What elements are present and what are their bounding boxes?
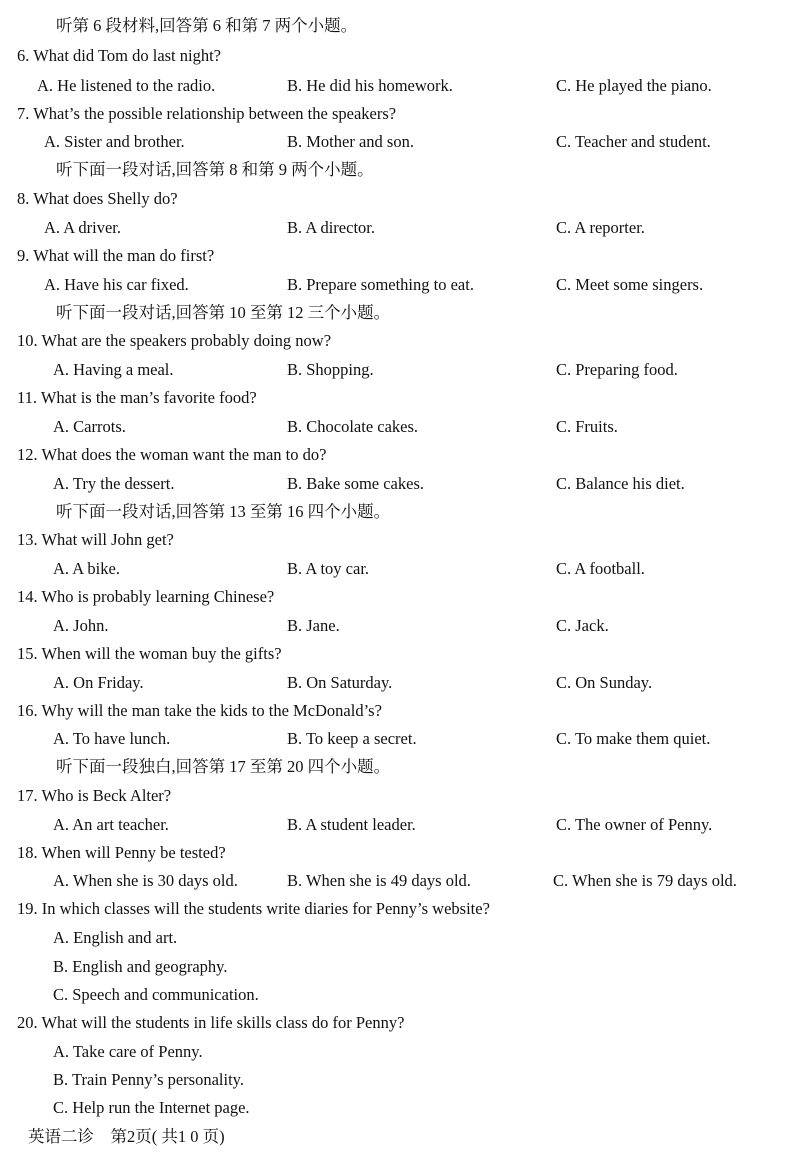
q13-option-c: C. A football. [556,559,645,578]
q9-option-c: C. Meet some singers. [556,275,704,294]
question-16: 16. Why will the man take the kids to the McDonald’s? [17,701,382,720]
question-11: 11. What is the man’s favorite food? [17,388,257,407]
question-10: 10. What are the speakers probably doing now? [17,331,332,350]
q18-option-c: C. When she is 79 days old. [553,871,737,890]
question-20: 20. What will the students in life skills class do for Penny? [17,1013,405,1032]
q17-option-a: A. An art teacher. [53,815,169,834]
q9-option-b: B. Prepare something to eat. [287,275,474,294]
q10-option-c: C. Preparing food. [556,360,678,379]
question-9: 9. What will the man do first? [17,246,215,265]
q11-option-b: B. Chocolate cakes. [287,417,419,436]
question-6: 6. What did Tom do last night? [17,46,222,65]
q7-option-c: C. Teacher and student. [556,132,711,151]
q18-option-b: B. When she is 49 days old. [287,871,471,890]
q13-option-b: B. A toy car. [287,559,370,578]
q15-option-b: B. On Saturday. [287,673,393,692]
q14-option-a: A. John. [53,616,109,635]
section-instruction: 听下面一段对话,回答第 10 至第 12 三个小题。 [56,303,391,322]
question-17: 17. Who is Beck Alter? [17,786,172,805]
q6-option-c: C. He played the piano. [556,76,712,95]
q11-option-a: A. Carrots. [53,417,126,436]
q10-option-a: A. Having a meal. [53,360,174,379]
q19-option-a: A. English and art. [53,928,178,947]
question-7: 7. What’s the possible relationship between the speakers? [17,104,397,123]
q14-option-b: B. Jane. [287,616,340,635]
q16-option-c: C. To make them quiet. [556,729,711,748]
q9-option-a: A. Have his car fixed. [44,275,189,294]
q14-option-c: C. Jack. [556,616,609,635]
q6-option-a: A. He listened to the radio. [37,76,216,95]
q8-option-a: A. A driver. [44,218,121,237]
q19-option-c: C. Speech and communication. [53,985,259,1004]
question-15: 15. When will the woman buy the gifts? [17,644,282,663]
q8-option-b: B. A director. [287,218,375,237]
question-18: 18. When will Penny be tested? [17,843,226,862]
question-12: 12. What does the woman want the man to do? [17,445,327,464]
q17-option-b: B. A student leader. [287,815,416,834]
q16-option-b: B. To keep a secret. [287,729,417,748]
q11-option-c: C. Fruits. [556,417,618,436]
q20-option-c: C. Help run the Internet page. [53,1098,250,1117]
q16-option-a: A. To have lunch. [53,729,171,748]
q6-option-b: B. He did his homework. [287,76,453,95]
question-8: 8. What does Shelly do? [17,189,178,208]
q10-option-b: B. Shopping. [287,360,374,379]
q15-option-c: C. On Sunday. [556,673,653,692]
q8-option-c: C. A reporter. [556,218,645,237]
q12-option-c: C. Balance his diet. [556,474,685,493]
question-13: 13. What will John get? [17,530,174,549]
q13-option-a: A. A bike. [53,559,120,578]
q12-option-a: A. Try the dessert. [53,474,175,493]
section-instruction: 听下面一段独白,回答第 17 至第 20 四个小题。 [56,757,391,776]
q18-option-a: A. When she is 30 days old. [53,871,238,890]
q15-option-a: A. On Friday. [53,673,144,692]
q20-option-a: A. Take care of Penny. [53,1042,203,1061]
q19-option-b: B. English and geography. [53,957,228,976]
q17-option-c: C. The owner of Penny. [556,815,713,834]
section-instruction: 听第 6 段材料,回答第 6 和第 7 两个小题。 [56,16,358,35]
q20-option-b: B. Train Penny’s personality. [53,1070,244,1089]
page-footer: 英语二诊 第2页( 共1 0 页) [28,1127,225,1146]
question-14: 14. Who is probably learning Chinese? [17,587,275,606]
q12-option-b: B. Bake some cakes. [287,474,425,493]
question-19: 19. In which classes will the students write diaries for Penny’s website? [17,899,490,918]
section-instruction: 听下面一段对话,回答第 13 至第 16 四个小题。 [56,502,391,521]
q7-option-b: B. Mother and son. [287,132,414,151]
q7-option-a: A. Sister and brother. [44,132,185,151]
section-instruction: 听下面一段对话,回答第 8 和第 9 两个小题。 [56,160,374,179]
